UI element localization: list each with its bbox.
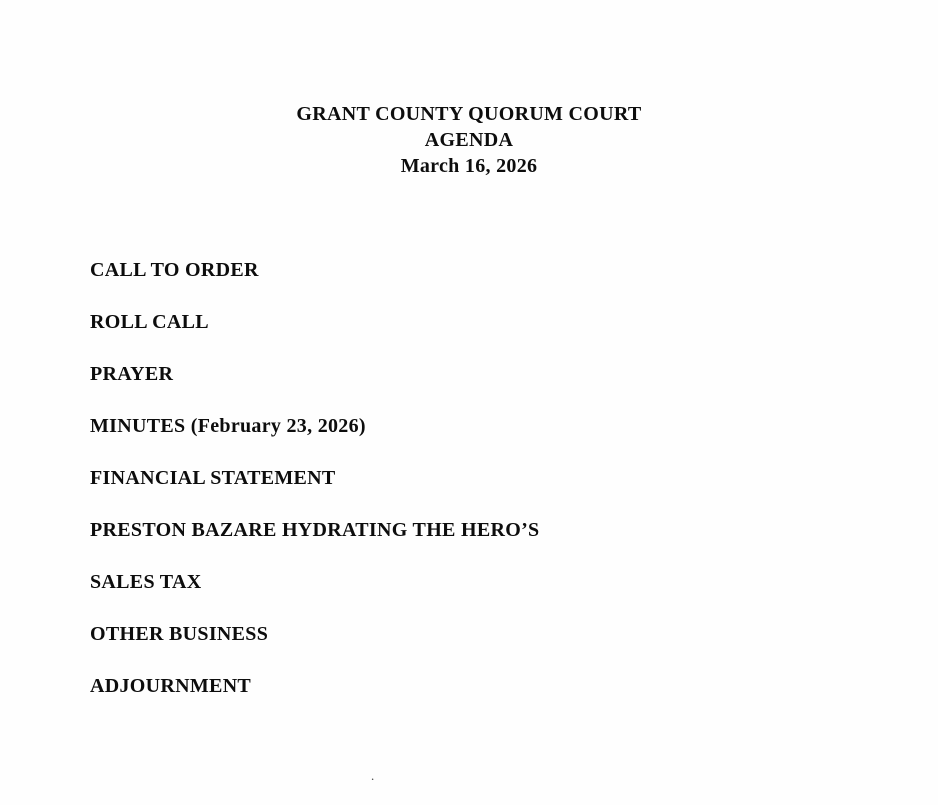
agenda-item-list — [90, 244, 850, 712]
agenda-item-preston-bazare: PRESTON BAZARE HYDRATING THE HERO’S — [90, 518, 540, 541]
agenda-item-minutes: MINUTES (February 23, 2026) — [90, 414, 366, 437]
agenda-item-call-to-order: CALL TO ORDER — [90, 258, 259, 281]
document-subtitle: AGENDA — [424, 129, 514, 151]
document-date: March 16, 2026 — [400, 155, 538, 177]
agenda-item-financial-statement: FINANCIAL STATEMENT — [90, 466, 336, 489]
agenda-item-roll-call: ROLL CALL — [90, 310, 209, 333]
document-header — [0, 101, 938, 179]
agenda-item-adjournment: ADJOURNMENT — [90, 674, 252, 697]
agenda-item-prayer: PRAYER — [90, 362, 174, 385]
document-title: GRANT COUNTY QUORUM COURT — [296, 103, 642, 125]
agenda-item-other-business: OTHER BUSINESS — [90, 622, 269, 645]
scan-artifact-dot: . — [371, 768, 375, 783]
agenda-item-sales-tax: SALES TAX — [90, 570, 202, 593]
